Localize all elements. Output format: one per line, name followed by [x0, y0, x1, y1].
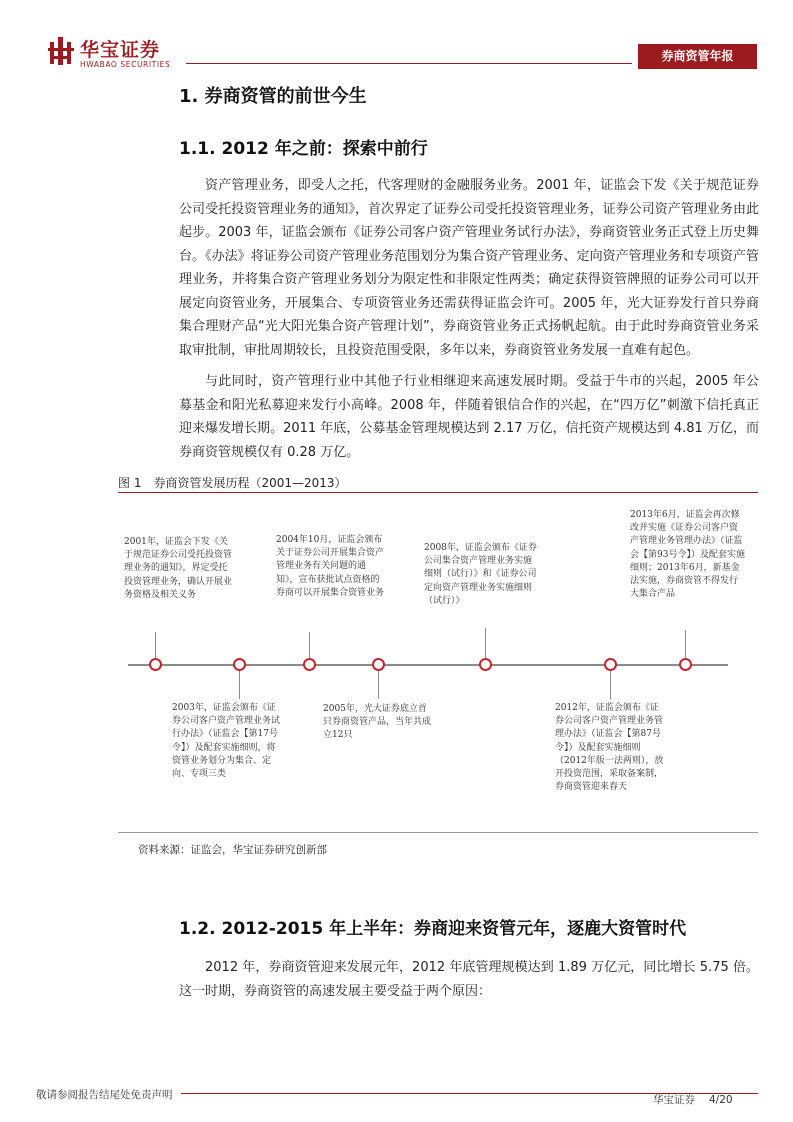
timeline-node-2008: [479, 658, 492, 671]
brand-name: 华宝证券: [80, 39, 161, 61]
footer-info: [653, 1092, 733, 1107]
brand-name-en: HWABAO SECURITIES: [80, 60, 171, 69]
timeline-note-2013: 2013年6月，证监会再次修改并实施《证券公司客户资产管理业务管理办法》（证监会【第93号令】）及配套实施细则；2013年6月，新基金法实施，券商资管不得发行大集合产品: [630, 510, 745, 600]
timeline-note-2001: 2001年，证监会下发《关于规范证券公司受托投资管理业务的通知》，界定受托投资管理业务，确认开展业务资格及相关义务: [124, 537, 233, 600]
timeline-note-2003: 2003年，证监会颁布《证券公司客户资产管理业务试行办法》（证监会【第17号令】）及配套实施细则，将资管业务划分为集合、定向、专项三类: [172, 703, 281, 780]
body-paragraph: 2012 年，券商资管迎来发展元年，2012 年底管理规模达到 1.89 万亿元，同比增长 5.75 倍。这一时期，券商资管的高速发展主要受益于两个原因：: [179, 960, 759, 999]
timeline-node-2001: [149, 658, 162, 671]
figure-caption: 图 1 券商资管发展历程（2001—2013）: [118, 476, 347, 490]
timeline-node-2004: [303, 658, 316, 671]
figure-source: 资料来源：证监会，华宝证券研究创新部: [138, 844, 327, 856]
body-paragraph: 资产管理业务，即受人之托，代客理财的金融服务业务。2001 年，证监会下发《关于规范证券公司受托投资管理业务的通知》，首次界定了证券公司受托投资管理业务，证券公司资产管理业务由此起步。2003 年，证监会颁布《证券公司客户资产管理业务试行办法》，券商资管业务正式登上历史舞台。《办法》将证券公司资产管理业务范围划分为集合资产管理业务、定向资产管理业务和专项资产管理业务，并将集合资产管理业务划分为限定性和非限定性两类；确定获得资管牌照的证券公司可以开展定向资管业务，开展集合、专项资管业务还需获得证监会许可。2005 年，光大证券发行首只券商集合理财产品“光大阳光集合资产管理计划”，券商资管业务正式扬帆起航。由于此时券商资管业务采取审批制，审批周期较长，且投资范围受限，多年以来，券商资管业务发展一直难有起色。: [179, 178, 759, 358]
timeline-note-2004: 2004年10月，证监会颁布关于证券公司开展集合资产管理业务有关问题的通知》，宣布获批试点资格的券商可以开展集合资管业务: [276, 535, 385, 598]
timeline-note-2005: 2005年，光大证券底立首只券商资管产品，当年共成立12只: [323, 704, 432, 741]
timeline-axis: [128, 664, 728, 666]
timeline-note-2008: 2008年，证监会颁布《证券公司集合资产管理业务实施细则（试行）》和《证券公司定向资产管理业务实施细则（试行）》: [424, 543, 537, 606]
disclaimer-note: 敬请参阅报告结尾处免责声明: [36, 1087, 181, 1102]
body-paragraph: 与此同时，资产管理行业中其他子行业相继迎来高速发展时期。受益于牛市的兴起，2005 年公募基金和阳光私募迎来发行小高峰。2008 年，伴随着银信合作的兴起，在“四万亿”刺激下信托真正迎来爆发增长期。2011 年底，公募基金管理规模达到 2.17 万亿，信托资产规模达到 4.81 万亿，而券商资管规模仅有 0.28 万亿。: [179, 374, 759, 460]
subsection-heading: 1.2. 2012-2015 年上半年：券商迎来资管元年，逐鹿大资管时代: [179, 919, 687, 939]
section-heading: 1. 券商资管的前世今生: [179, 86, 367, 107]
subsection-heading: 1.1. 2012 年之前：探索中前行: [179, 139, 428, 159]
footer-company: 华宝证券: [653, 1094, 695, 1106]
figure-bottom-rule: [118, 832, 758, 833]
report-type-badge: 券商资管年报: [638, 44, 757, 69]
timeline-note-2012: 2012年，证监会颁布《证券公司客户资产管理业务管理办法》（证监会【第87号令】）及配套实施细则（2012年版一法两则），放开投资范围，采取备案制，券商资管迎来春天: [555, 703, 664, 793]
timeline-node-2005: [372, 658, 385, 671]
page-number: 4/20: [709, 1094, 733, 1106]
timeline-node-2013: [679, 658, 692, 671]
timeline-node-2012: [604, 658, 617, 671]
timeline-node-2003: [233, 658, 246, 671]
